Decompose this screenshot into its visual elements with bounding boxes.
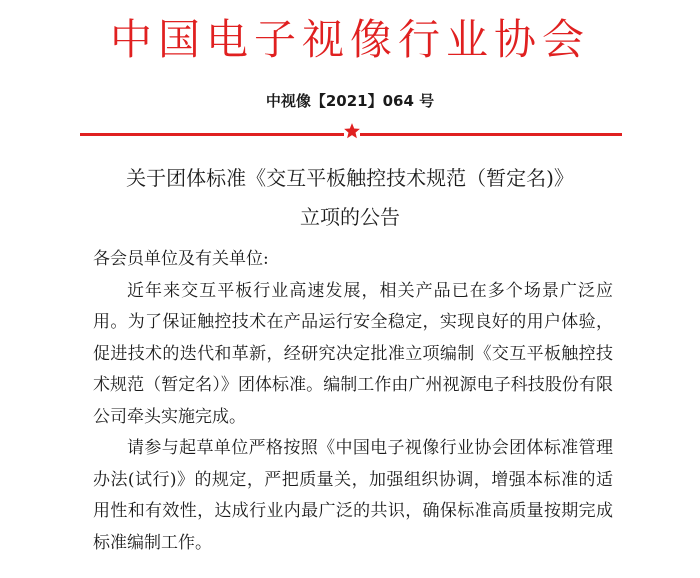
- body-paragraph-2: 请参与起草单位严格按照《中国电子视像行业协会团体标准管理办法(试行)》的规定，严把质量关，加强组织协调，增强本标准的适用性和有效性，达成行业内最广泛的共识，确保标准高质量按期完成标准编制工作。: [93, 438, 613, 553]
- notice-body: [93, 244, 613, 559]
- star-icon: [343, 122, 361, 140]
- salutation: 各会员单位及有关单位:: [93, 249, 269, 269]
- body-paragraph-1: 近年来交互平板行业高速发展，相关产品已在多个场景广泛应用。为了保证触控技术在产品运行安全稳定，实现良好的用户体验，促进技术的迭代和革新，经研究决定批准立项编制《交互平板触控技术规范（暂定名）》团体标准。编制工作由广州视源电子科技股份有限公司牵头实施完成。: [93, 280, 613, 427]
- red-divider-left: [80, 133, 344, 136]
- document-number: 中视像【2021】064 号: [265, 92, 435, 110]
- red-divider-right: [360, 133, 622, 136]
- notice-title-line-1: 关于团体标准《交互平板触控技术规范（暂定名)》: [126, 166, 574, 190]
- notice-title-line-2: 立项的公告: [300, 205, 400, 229]
- organization-masthead: 中国电子视像行业协会: [109, 15, 590, 64]
